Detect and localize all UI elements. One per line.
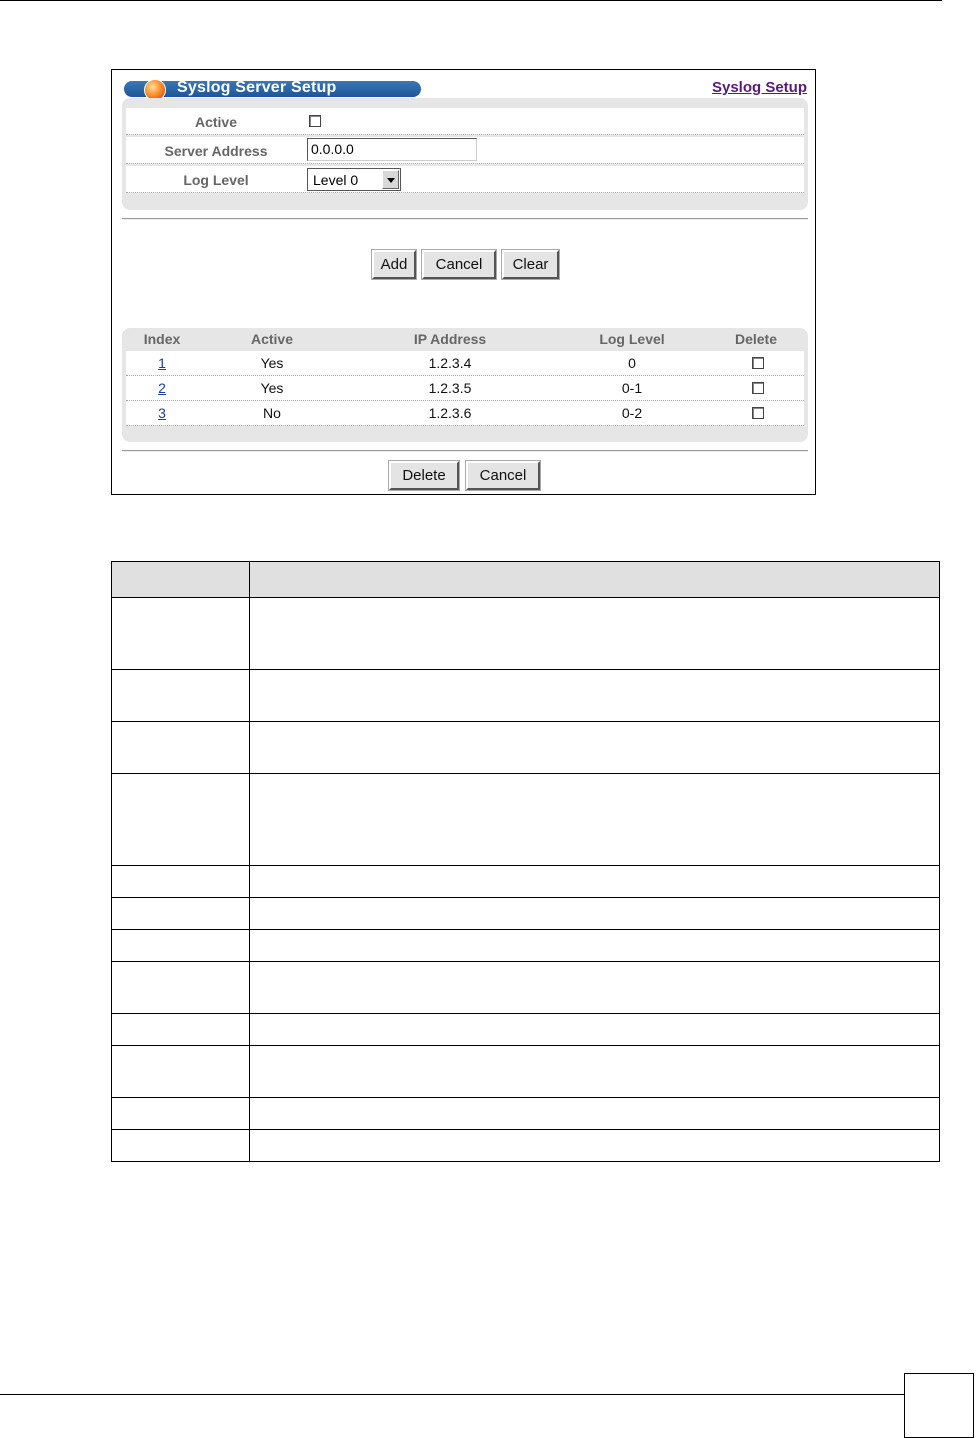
- table-row: [112, 722, 940, 774]
- syslog-server-list: [122, 328, 808, 442]
- table-row: [112, 930, 940, 962]
- log-level-value: Level 0: [313, 172, 359, 188]
- header-ip-address: IP Address: [413, 331, 487, 347]
- delete-button[interactable]: Delete: [389, 461, 459, 490]
- table-row: [112, 1046, 940, 1098]
- table-row: [126, 376, 804, 401]
- server-address-row: [126, 137, 804, 164]
- delete-checkbox[interactable]: [752, 357, 764, 369]
- active-row: [126, 108, 804, 135]
- add-button[interactable]: Add: [372, 250, 416, 279]
- table-header-row: [112, 562, 940, 598]
- table-row: [112, 774, 940, 866]
- table-row: [126, 351, 804, 376]
- top-rule: [0, 0, 942, 1]
- server-form: [122, 98, 808, 210]
- clear-button[interactable]: Clear: [502, 250, 559, 279]
- table-row: [112, 898, 940, 930]
- table-row: [112, 962, 940, 1014]
- delete-checkbox[interactable]: [752, 407, 764, 419]
- divider: [122, 218, 808, 220]
- header-log-level: Log Level: [599, 331, 665, 347]
- ip-cell: 1.2.3.5: [428, 380, 472, 396]
- level-cell: 0: [628, 355, 636, 371]
- log-level-select[interactable]: [307, 168, 401, 191]
- table-row: [112, 670, 940, 722]
- footer-rule: [0, 1394, 904, 1395]
- table-row: [112, 1014, 940, 1046]
- page-number-box: [904, 1373, 974, 1438]
- table-row: [112, 1098, 940, 1130]
- syslog-server-setup-panel: [111, 69, 816, 495]
- panel-title: Syslog Server Setup: [177, 79, 337, 96]
- syslog-setup-link[interactable]: Syslog Setup: [711, 79, 807, 96]
- header-delete: Delete: [734, 331, 778, 347]
- header-active: Active: [250, 331, 294, 347]
- active-cell: Yes: [260, 355, 284, 371]
- cancel-button[interactable]: Cancel: [422, 250, 496, 279]
- table-row: [112, 1130, 940, 1162]
- header-index: Index: [143, 331, 181, 347]
- index-link[interactable]: 3: [158, 405, 166, 421]
- ip-cell: 1.2.3.4: [428, 355, 472, 371]
- table-row: [112, 598, 940, 670]
- index-link[interactable]: 1: [158, 355, 166, 371]
- level-cell: 0-1: [621, 380, 643, 396]
- delete-checkbox[interactable]: [752, 382, 764, 394]
- server-address-input[interactable]: 0.0.0.0: [307, 138, 477, 161]
- description-table: [111, 561, 940, 1162]
- divider: [122, 450, 808, 452]
- active-cell: Yes: [260, 380, 284, 396]
- level-cell: 0-2: [621, 405, 643, 421]
- log-level-row: [126, 166, 804, 193]
- active-checkbox[interactable]: [309, 115, 321, 127]
- log-level-label: Log Level: [183, 172, 249, 188]
- active-cell: No: [263, 405, 281, 421]
- server-address-label: Server Address: [164, 143, 268, 159]
- table-row: [126, 401, 804, 426]
- index-link[interactable]: 2: [158, 380, 166, 396]
- active-label: Active: [194, 114, 238, 130]
- table-row: [112, 866, 940, 898]
- ip-cell: 1.2.3.6: [428, 405, 472, 421]
- cancel-list-button[interactable]: Cancel: [466, 461, 540, 490]
- chevron-down-icon[interactable]: [382, 170, 399, 189]
